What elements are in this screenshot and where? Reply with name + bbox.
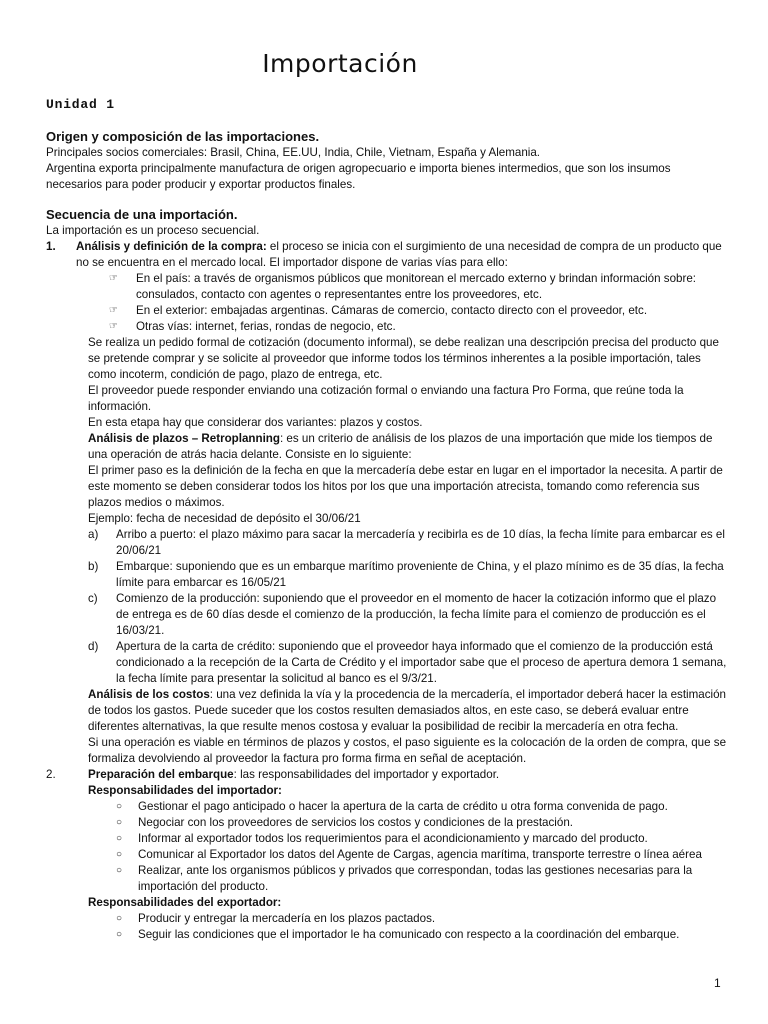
list-item: ○ Comunicar al Exportador los datos del Agente de Cargas, agencia marítima, transporte terrestre o línea aérea <box>116 848 702 861</box>
item-body: el proceso se inicia con el surgimiento de una necesidad de compra de un producto que no se encuentra en el mercado local. El importador dispone de varias vías para ello: <box>76 240 722 269</box>
ring-bullet-icon: ○ <box>116 913 123 924</box>
pointing-hand-icon: ☞ <box>109 305 118 316</box>
paragraph: Si una operación es viable en términos de plazos y costos, el paso siguiente es la colocación de la orden de compra, que se formaliza devolviendo al proveedor la factura pro forma firma en señal de aceptación. <box>88 736 727 765</box>
list-item: ☞ En el país: a través de organismos públicos que monitorean el mercado externo y brindan información sobre: consulados, contacto con agentes o representantes entre los proveedores, etc. <box>109 272 697 301</box>
item-text <box>76 239 728 271</box>
section2-heading: Secuencia de una importación. <box>46 207 238 222</box>
ring-bullet-icon: ○ <box>116 865 123 876</box>
list-item: d) Apertura de la carta de crédito: suponiendo que el proveedor haya informado que el comienzo de la producción está condicionado a la recepción de la Carta de Crédito y el importador sabe que el proceso de apertura demora 1 semana, la fecha límite para presentar la solicitud al banco es el 9/3/21. <box>88 640 727 685</box>
item-number: 1. <box>46 240 56 253</box>
item1-details <box>46 335 728 527</box>
ring-bullet-icon: ○ <box>116 833 123 844</box>
plazos-label: Análisis de plazos – Retroplanning <box>88 432 280 445</box>
list-item: ○ Informar al exportador todos los requerimientos para el acondicionamiento y marcado del producto. <box>116 832 648 845</box>
ring-bullet-icon: ○ <box>116 849 123 860</box>
costos-label: Análisis de los costos <box>88 688 210 701</box>
ring-bullet-icon: ○ <box>116 801 123 812</box>
subheading: Responsabilidades del importador: <box>88 784 282 797</box>
list-item: ○ Realizar, ante los organismos públicos y privados que correspondan, todas las gestiones necesarias para la importación del producto. <box>116 864 693 893</box>
item1-costs <box>46 687 728 767</box>
list-item: b) Embarque: suponiendo que es un embarque marítimo proveniente de China, y el plazo mínimo es de 35 días, la fecha límite para embarcar es 16/05/21 <box>88 560 724 589</box>
ring-bullet-icon: ○ <box>116 817 123 828</box>
item-text: Preparación del embarque: las responsabilidades del importador y exportador. <box>88 768 500 781</box>
paragraph: Análisis de plazos – Retroplanning: es un criterio de análisis de los plazos de una importación que mide los tiempos de una operación de atrás hacia delante. Consiste en lo siguiente: <box>88 432 713 461</box>
ring-bullet-icon: ○ <box>116 929 123 940</box>
paragraph: La importación es un proceso secuencial. <box>46 224 260 237</box>
list-item: ○ Seguir las condiciones que el importador le ha comunicado con respecto a la coordinación del embarque. <box>116 928 680 941</box>
exporter-responsibilities <box>46 895 728 911</box>
importer-responsibilities <box>46 783 728 799</box>
item-label: Preparación del embarque <box>88 768 234 781</box>
numbered-item-2 <box>46 767 728 783</box>
paragraph: Argentina exporta principalmente manufactura de origen agropecuario e importa bienes intermedios, que son los insumos necesarios para poder producir y exportar productos finales. <box>46 162 671 191</box>
unit-heading: Unidad 1 <box>46 97 115 112</box>
paragraph: Análisis de los costos: una vez definida la vía y la procedencia de la mercadería, el importador deberá hacer la estimación de todos los gastos. Puede suceder que los costos resulten demasiados altos, en este caso, se deberá evaluar entre diferentes alternativas, la que resulte menos costosa y evaluar la posibilidad de recibir la mercadería en otra fecha. <box>88 688 726 733</box>
list-item: ○ Producir y entregar la mercadería en los plazos pactados. <box>116 912 436 925</box>
list-item: a) Arribo a puerto: el plazo máximo para sacar la mercadería y recibirla es de 10 días, la fecha límite para embarcar es el 20/06/21 <box>88 528 725 557</box>
paragraph: El proveedor puede responder enviando una cotización formal o enviando una factura Pro Forma, que reúne toda la información. <box>88 384 684 413</box>
list-item: ☞ Otras vías: internet, ferias, rondas de negocio, etc. <box>109 320 396 333</box>
numbered-item-1 <box>46 239 728 271</box>
section1-heading: Origen y composición de las importaciones. <box>46 129 320 144</box>
retroplanning-steps <box>46 527 728 687</box>
paragraph: Ejemplo: fecha de necesidad de depósito el 30/06/21 <box>88 512 361 525</box>
list-item: ☞ En el exterior: embajadas argentinas. Cámaras de comercio, contacto directo con el proveedor, etc. <box>109 304 648 317</box>
document-title: Importación <box>262 49 418 78</box>
subheading: Responsabilidades del exportador: <box>88 896 282 909</box>
channels-list <box>46 271 728 335</box>
pointing-hand-icon: ☞ <box>109 273 118 284</box>
paragraph: En esta etapa hay que considerar dos variantes: plazos y costos. <box>88 416 423 429</box>
paragraph: Principales socios comerciales: Brasil, China, EE.UU, India, Chile, Vietnam, España y Alemania. <box>46 146 541 159</box>
item-label: Análisis y definición de la compra: <box>76 240 267 253</box>
paragraph: Se realiza un pedido formal de cotización (documento informal), se debe realizan una descripción precisa del producto que se pretende comprar y se solicite al proveedor que informe todos los términos inherentes a la posible importación, tales como incoterm, condición de pago, plazo de entrega, etc. <box>88 336 719 381</box>
list-item: ○ Negociar con los proveedores de servicios los costos y condiciones de la prestación. <box>116 816 573 829</box>
list-item: ○ Gestionar el pago anticipado o hacer la apertura de la carta de crédito u otra forma convenida de pago. <box>116 800 668 813</box>
document-body <box>46 128 728 943</box>
exporter-list <box>46 911 728 943</box>
paragraph: El primer paso es la definición de la fecha en que la mercadería debe estar en lugar en el importador la necesita. A partir de este momento se deben considerar todos los hitos por los que una importación atrecista, tomando como referencia sus plazos medios o máximos. <box>88 464 723 509</box>
list-item: c) Comienzo de la producción: suponiendo que el proveedor en el momento de hacer la cotización informo que el plazo de entrega es de 60 días desde el comienzo de la producción, la fecha límite para el comienzo de producción es el 16/03/21. <box>88 592 717 637</box>
item-number: 2. <box>46 768 56 781</box>
importer-list <box>46 799 728 895</box>
pointing-hand-icon: ☞ <box>109 321 118 332</box>
page-number: 1 <box>714 976 721 990</box>
